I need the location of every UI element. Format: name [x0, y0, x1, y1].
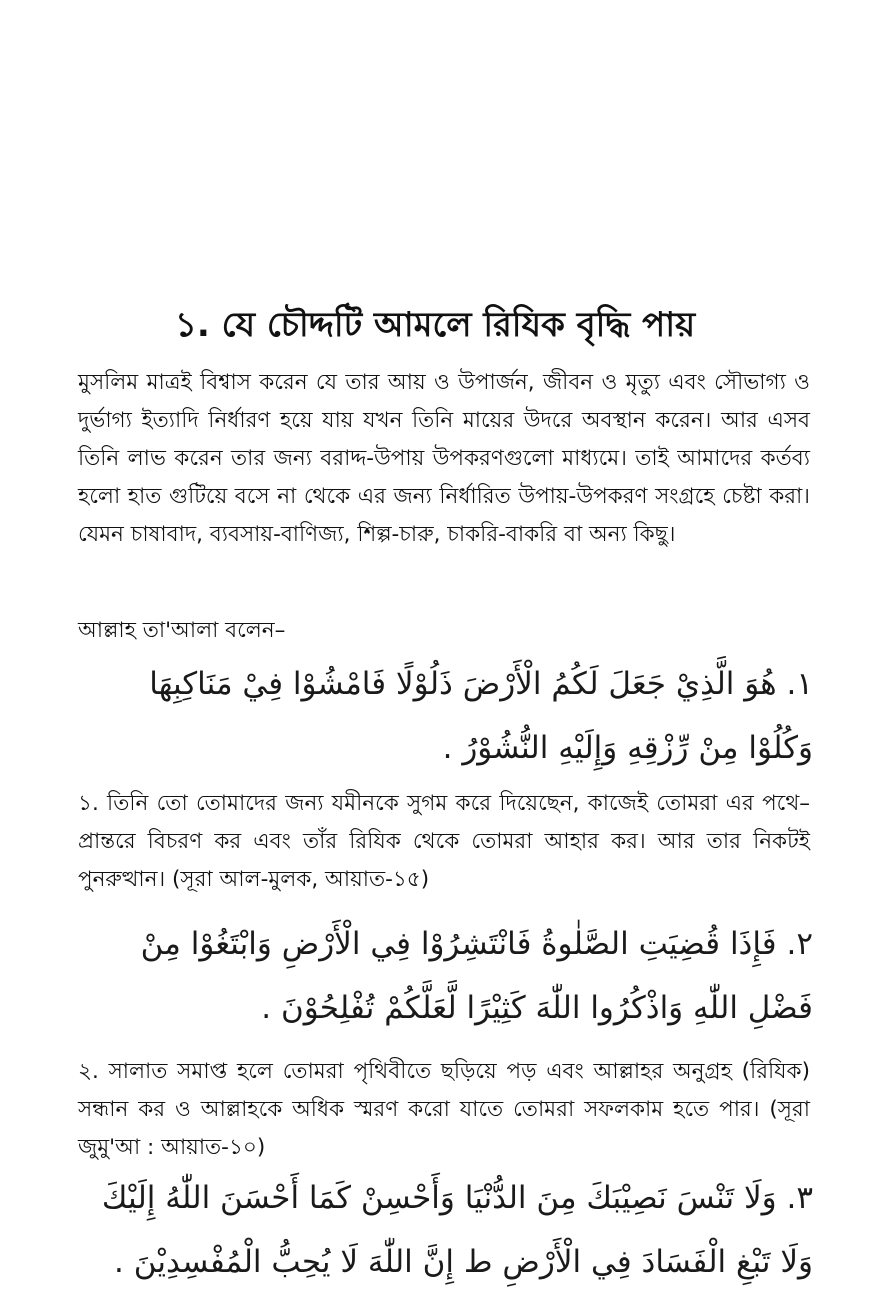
- verse-3-arabic: [75, 1166, 813, 1294]
- verse-2-translation: ২. সালাত সমাপ্ত হলে তোমরা পৃথিবীতে ছড়িয়ে পড় এবং আল্লাহর অনুগ্রহ (রিযিক) সন্ধান কর ও আল্লাহকে অধিক স্মরণ করো যাতে তোমরা সফলকাম হতে পার। (সূরা জুমু'আ : আয়াত-১০): [78, 1059, 810, 1160]
- verse-3-arabic-line-1: ٣. وَلَا تَنْسَ نَصِيْبَكَ مِنَ الدُّنْيَا وَأَحْسِنْ كَمَا أَحْسَنَ اللّٰهُ إِلَيْكَ: [101, 1180, 813, 1216]
- verse-2-arabic-line-1: ٢. فَإِذَا قُضِيَتِ الصَّلٰوةُ فَانْتَشِرُوْا فِي الْأَرْضِ وَابْتَغُوْا مِنْ: [140, 926, 813, 962]
- verse-1-arabic: [75, 652, 813, 780]
- verse-1-translation: ১. তিনি তো তোমাদের জন্য যমীনকে সুগম করে দিয়েছেন, কাজেই তোমরা এর পথে–প্রান্তরে বিচরণ কর এবং তাঁর রিযিক থেকে তোমরা আহার কর। আর তার নিকটই পুনরুত্থান। (সূরা আল-মুলক, আয়াত-১৫): [78, 791, 810, 892]
- allah-says-label: আল্লাহ তা'আলা বলেন–: [78, 618, 286, 643]
- verse-2-arabic: [75, 912, 813, 1040]
- intro-paragraph: মুসলিম মাত্রই বিশ্বাস করেন যে তার আয় ও উপার্জন, জীবন ও মৃত্যু এবং সৌভাগ্য ও দুর্ভাগ্য ইত্যাদি নির্ধারণ হয়ে যায় যখন তিনি মায়ের উদরে অবস্থান করেন। আর এসব তিনি লাভ করেন তার জন্য বরাদ্দ-উপায় উপকরণগুলো মাধ্যমে। তাই আমাদের কর্তব্য হলো হাত গুটিয়ে বসে না থেকে এর জন্য নির্ধারিত উপায়-উপকরণ সংগ্রহে চেষ্টা করা। যেমন চাষাবাদ, ব্যবসায়-বাণিজ্য, শিল্প-চারু, চাকরি-বাকরি বা অন্য কিছু।: [78, 370, 810, 547]
- verse-1-arabic-line-1: ١. هُوَ الَّذِيْ جَعَلَ لَكُمُ الْأَرْضَ ذَلُوْلًا فَامْشُوْا فِيْ مَنَاكِبِهَا: [149, 666, 813, 702]
- verse-3-arabic-line-2: وَلَا تَبْغِ الْفَسَادَ فِي الْأَرْضِ ط إِنَّ اللّٰهَ لَا يُحِبُّ الْمُفْسِدِيْنَ .: [114, 1244, 813, 1280]
- verse-1-arabic-line-2: وَكُلُوْا مِنْ رِّزْقِهِ وَإِلَيْهِ النُّشُوْرُ .: [442, 730, 813, 766]
- verse-2-arabic-line-2: فَضْلِ اللّٰهِ وَاذْكُرُوا اللّٰهَ كَثِيْرًا لَّعَلَّكُمْ تُفْلِحُوْنَ .: [261, 990, 813, 1026]
- chapter-title: ১. যে চৌদ্দটি আমলে রিযিক বৃদ্ধি পায়: [174, 305, 696, 345]
